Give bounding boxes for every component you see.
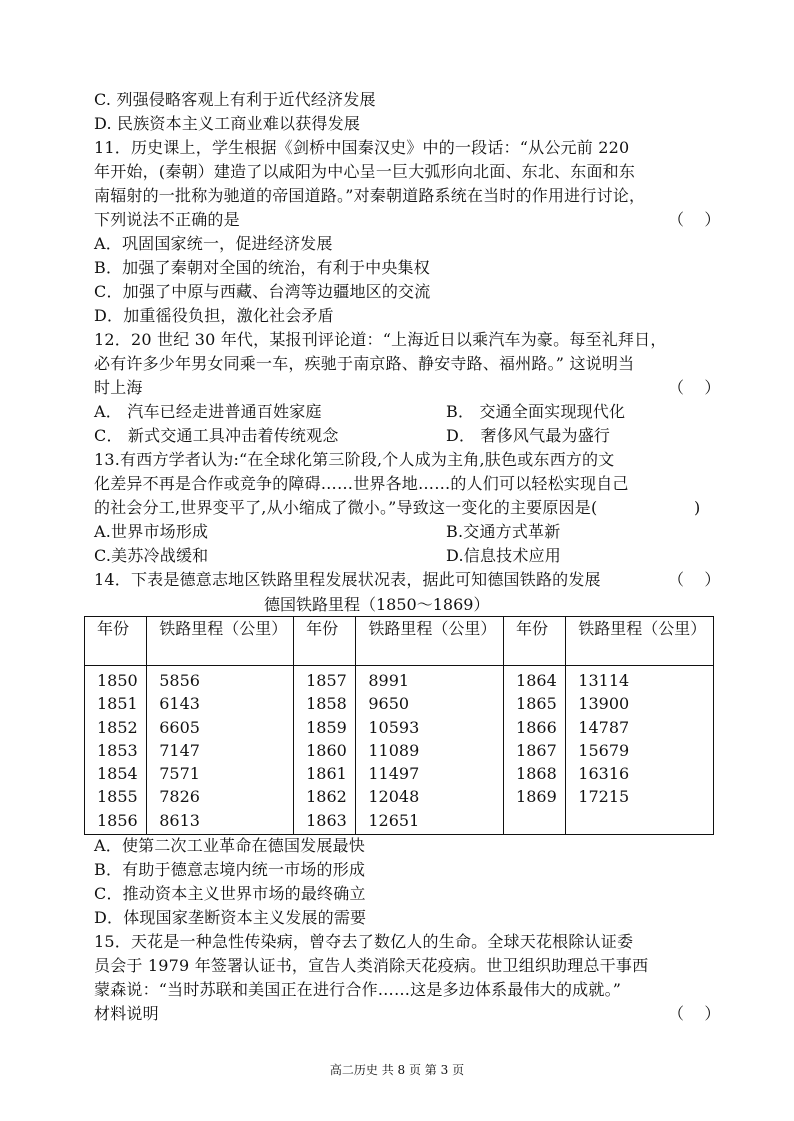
table-cell-mileage: 9650 [368,694,410,714]
q11-option-d: D．加重徭役负担，激化社会矛盾 [94,306,334,325]
q12-option-b: B． 交通全面实现现代化 [446,402,626,421]
q12-stem-line-2: 必有许多少年男女同乘一车，疾驰于南京路、静安寺路、福州路。” 这说明当 [94,354,635,373]
table-cell-year: 1858 [306,694,347,714]
q14-option-a: A．使第二次工业革命在德国发展最快 [94,836,365,855]
q14-option-b: B．有助于德意志境内统一市场的形成 [94,860,366,879]
table-cell-year: 1869 [516,787,557,807]
mileage-column-2 [356,666,504,835]
table-cell-year: 1852 [97,717,138,737]
q13-option-b: B.交通方式革新 [446,522,561,541]
year-column-2 [294,666,356,835]
table-header-row [85,617,714,666]
table-cell-year: 1861 [306,764,347,784]
q10-option-c: C. 列强侵略客观上有利于近代经济发展 [94,90,376,109]
table-cell-year: 1851 [97,694,138,714]
table-cell-year: 1864 [516,671,557,690]
q11-option-b: B．加强了秦朝对全国的统治，有利于中央集权 [94,258,430,277]
header-year-3: 年份 [504,617,566,666]
q13-stem-line-3: 的社会分工,世界变平了,从小缩成了微小。”导致这一变化的主要原因是( [94,498,598,517]
q15-stem-line-3: 蒙森说：“当时苏联和美国正在进行合作……这是多边体系最伟大的成就。” [94,980,622,999]
table-cell-year: 1865 [516,694,557,714]
table-cell-year: 1859 [306,717,347,737]
table-cell-year: 1856 [97,810,138,830]
q13-option-d: D.信息技术应用 [446,546,561,565]
q13-answer-blank: ) [694,498,701,517]
q12-option-a: A． 汽车已经走进普通百姓家庭 [94,402,322,421]
table-cell-mileage: 15679 [578,740,630,760]
table-cell-mileage: 6143 [159,694,200,714]
table-cell-mileage: 8613 [159,810,200,830]
year-column-3 [504,666,566,835]
header-mileage-2: 铁路里程（公里） [356,617,504,666]
q15-stem-line-4: 材料说明 [94,1004,159,1023]
table-cell-mileage: 11497 [368,764,420,784]
table-cell-year: 1860 [306,740,347,760]
railway-mileage-table [84,616,714,835]
page-footer: 高二历史 共 8 页 第 3 页 [329,1063,465,1077]
q13-option-a: A.世界市场形成 [94,522,209,541]
table-cell-year: 1867 [516,740,557,760]
q11-option-a: A．巩固国家统一，促进经济发展 [94,234,333,253]
table-cell-mileage: 5856 [159,671,200,690]
q15-stem-line-2: 员会于 1979 年签署认证书，宣告人类消除天花疫病。世卫组织助理总干事西 [94,956,649,975]
table-cell-year: 1862 [306,787,347,807]
table-cell-year: 1853 [97,740,138,760]
q14-option-d: D．体现国家垄断资本主义发展的需要 [94,908,367,927]
q12-answer-blank: （ ） [668,378,721,397]
table-cell-mileage: 10593 [368,717,420,737]
q13-option-c: C.美苏冷战缓和 [94,546,209,565]
table-cell-year: 1857 [306,671,347,690]
table-cell-mileage: 7826 [159,787,200,807]
table-cell-mileage: 13900 [578,694,630,714]
header-mileage-1: 铁路里程（公里） [147,617,294,666]
q14-option-c: C．推动资本主义世界市场的最终确立 [94,884,366,903]
q11-answer-blank: （ ） [668,210,721,229]
table-cell-year: 1855 [97,787,138,807]
q11-stem-line-2: 年开始，(秦朝）建造了以咸阳为中心呈一巨大弧形向北面、东北、东面和东 [94,162,636,181]
q10-option-d: D. 民族资本主义工商业难以获得发展 [94,114,361,133]
q15-stem-line-1: 15．天花是一种急性传染病，曾夺去了数亿人的生命。全球天花根除认证委 [94,932,634,951]
header-year-2: 年份 [294,617,356,666]
table-cell-year: 1863 [306,810,347,830]
table-cell-mileage: 7571 [159,764,200,784]
table-cell-year: 1850 [97,671,138,690]
year-column-1 [85,666,147,835]
mileage-column-1 [147,666,294,835]
table-title: 德国铁路里程（1850～1869） [264,595,490,614]
header-year-1: 年份 [85,617,147,666]
table-cell-mileage: 8991 [368,671,410,690]
q11-option-c: C．加强了中原与西藏、台湾等边疆地区的交流 [94,282,431,301]
q11-stem-line-1: 11．历史课上，学生根据《剑桥中国秦汉史》中的一段话：“从公元前 220 [94,138,630,157]
q13-stem-line-1: 13.有西方学者认为:“在全球化第三阶段,个人成为主角,肤色或东西方的文 [94,450,615,469]
q12-stem-line-3: 时上海 [94,378,143,397]
table-cell-mileage: 11089 [368,740,420,760]
q14-stem: 14．下表是德意志地区铁路里程发展状况表，据此可知德国铁路的发展 [94,570,601,589]
table-cell-mileage: 13114 [578,671,630,690]
q11-stem-line-3: 南辐射的一批称为驰道的帝国道路。”对秦朝道路系统在当时的作用进行讨论， [94,186,646,205]
table-cell-mileage: 12048 [368,787,420,807]
q15-answer-blank: （ ） [668,1004,721,1023]
q12-option-c: C． 新式交通工具冲击着传统观念 [94,426,339,445]
table-body-row [85,666,714,835]
table-cell-year: 1854 [97,764,138,784]
table-cell-mileage: 14787 [578,717,630,737]
header-mileage-3: 铁路里程（公里） [566,617,714,666]
table-cell-mileage: 7147 [159,740,200,760]
q12-stem-line-1: 12．20 世纪 30 年代，某报刊评论道：“上海近日以乘汽车为豪。每至礼拜日， [94,330,667,349]
table-cell-mileage: 6605 [159,717,200,737]
table-cell-year: 1866 [516,717,557,737]
q13-stem-line-2: 化差异不再是合作或竞争的障碍……世界各地……的人们可以轻松实现自己 [94,474,629,493]
q12-option-d: D． 奢侈风气最为盛行 [446,426,611,445]
q11-stem-line-4: 下列说法不正确的是 [94,210,240,229]
table-cell-mileage: 17215 [578,787,630,807]
mileage-column-3 [566,666,714,835]
table-cell-mileage: 16316 [578,764,630,784]
table-cell-year: 1868 [516,764,557,784]
q14-answer-blank: （ ） [668,570,721,589]
table-cell-mileage: 12651 [368,810,420,830]
